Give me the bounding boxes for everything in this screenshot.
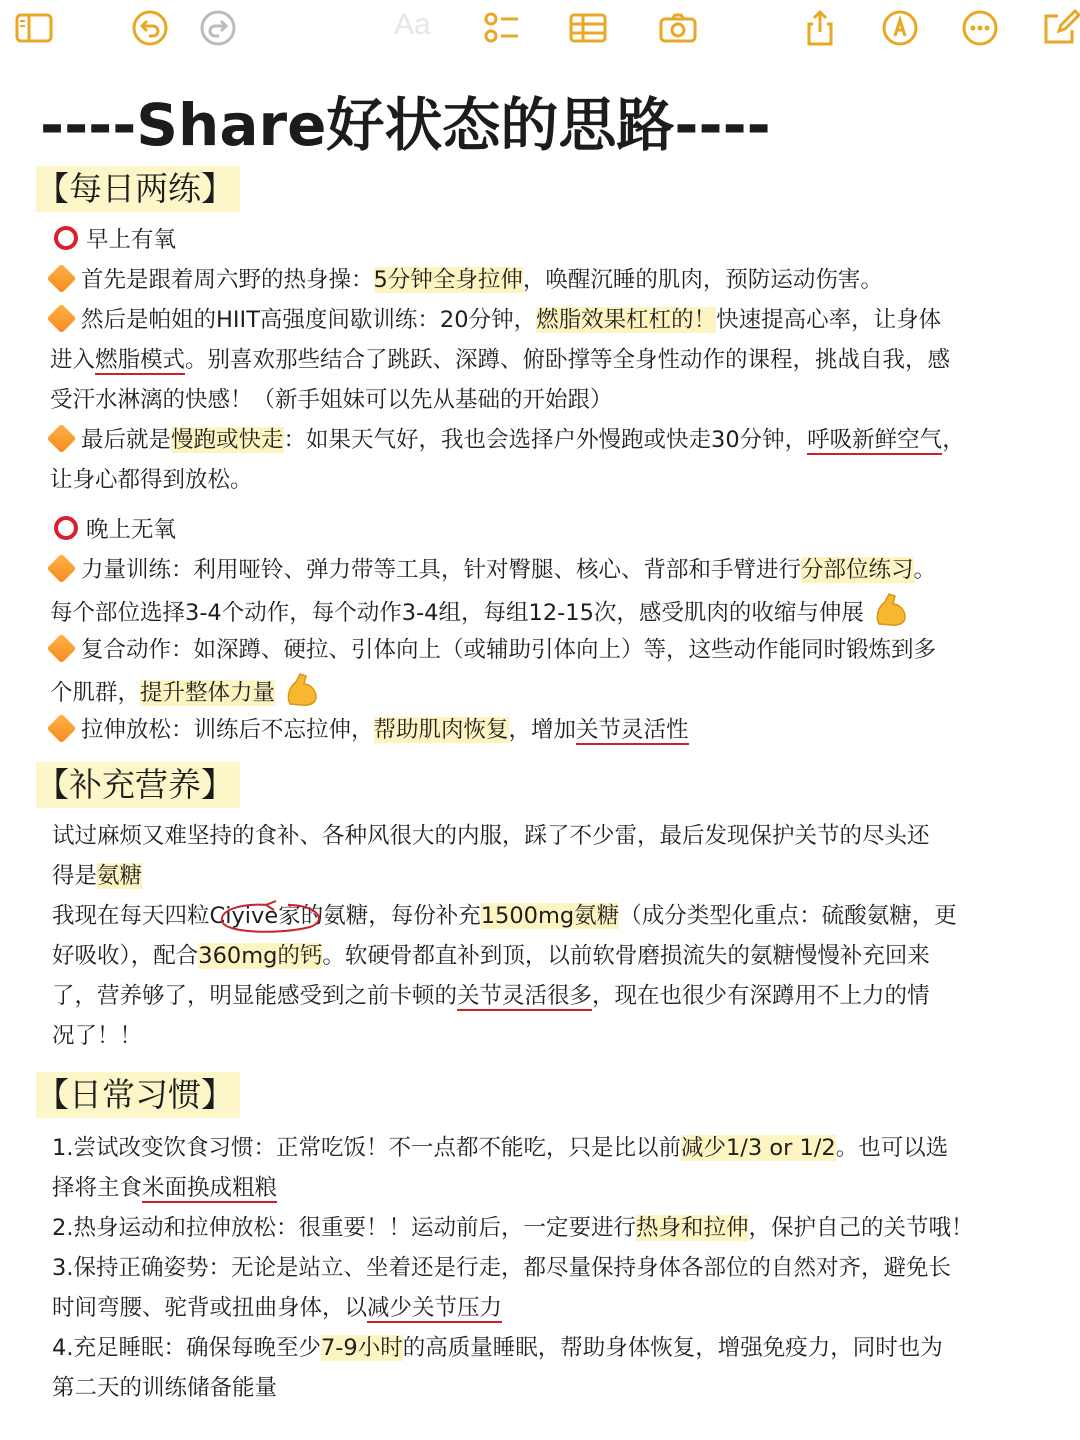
text-format-icon[interactable]: Aa (394, 8, 431, 41)
markup-icon[interactable] (878, 6, 922, 50)
paragraph-line: 让身心都得到放松。 (50, 467, 253, 493)
list-item: 然后是帕姐的HIIT高强度间歇训练：20分钟，燃脂效果杠杠的！快速提高心率，让身体 (45, 300, 941, 340)
orange-diamond-icon (47, 714, 77, 744)
list-item: 复合动作：如深蹲、硬拉、引体向上（或辅助引体向上）等，这些动作能同时锻炼到多 (45, 630, 936, 670)
undo-icon[interactable] (128, 6, 172, 50)
flexed-biceps-icon (282, 670, 322, 710)
list-item: 2.热身运动和拉伸放松：很重要！！运动前后，一定要进行热身和拉伸，保护自己的关节哦！ (52, 1215, 974, 1241)
paragraph-line: 得是氨糖 (52, 863, 143, 889)
circle-icon (54, 226, 78, 250)
orange-diamond-icon (47, 424, 77, 454)
flexed-biceps-icon (871, 590, 911, 630)
paragraph-line: 个肌群，提升整体力量 (50, 670, 322, 713)
camera-icon[interactable] (656, 6, 700, 50)
paragraph-line: 我现在每天四粒Ciyive家的氨糖，每份补充1500mg氨糖（成分类型化重点：硫酸氨糖，更 (52, 903, 957, 929)
list-item: 首先是跟着周六野的热身操：5分钟全身拉伸，唤醒沉睡的肌肉，预防运动伤害。 (45, 260, 883, 300)
evening-heading: 晚上无氧 (50, 510, 176, 550)
table-icon[interactable] (566, 6, 610, 50)
sidebar-icon[interactable] (12, 6, 56, 50)
brand-name: Ciyive家 (209, 903, 301, 929)
list-item: 4.充足睡眠：确保每晚至少7-9小时的高质量睡眠，帮助身体恢复，增强免疫力，同时也为 (52, 1335, 943, 1361)
circle-icon (54, 516, 78, 540)
paragraph-line: 了，营养够了，明显能感受到之前卡顿的关节灵活很多，现在也很少有深蹲用不上力的情 (52, 983, 930, 1009)
paragraph-line: 试过麻烦又难坚持的食补、各种风很大的内服，踩了不少雷，最后发现保护关节的尽头还 (52, 823, 930, 849)
list-item: 3.保持正确姿势：无论是站立、坐着还是行走，都尽量保持身体各部位的自然对齐，避免长 (52, 1255, 951, 1281)
notes-toolbar (0, 0, 1080, 56)
orange-diamond-icon (47, 634, 77, 664)
paragraph-line: 况了！！ (52, 1023, 143, 1049)
orange-diamond-icon (47, 554, 77, 584)
compose-icon[interactable] (1040, 6, 1080, 50)
paragraph-line: 第二天的训练储备能量 (52, 1375, 278, 1401)
list-item: 最后就是慢跑或快走：如果天气好，我也会选择户外慢跑或快走30分钟，呼吸新鲜空气， (45, 420, 965, 460)
section-heading-daily: 【每日两练】 (36, 166, 240, 212)
list-item: 拉伸放松：训练后不忘拉伸，帮助肌肉恢复，增加关节灵活性 (45, 710, 689, 750)
checklist-icon[interactable] (480, 6, 524, 50)
list-item: 力量训练：利用哑铃、弹力带等工具，针对臀腿、核心、背部和手臂进行分部位练习。 (45, 550, 936, 590)
paragraph-line: 进入燃脂模式。别喜欢那些结合了跳跃、深蹲、俯卧撑等全身性动作的课程，挑战自我，感 (50, 347, 951, 373)
orange-diamond-icon (47, 264, 77, 294)
section-heading-nutrition: 【补充营养】 (36, 762, 240, 808)
morning-heading: 早上有氧 (50, 220, 176, 260)
paragraph-line: 受汗水淋漓的快感！（新手姐妹可以先从基础的开始跟） (50, 387, 613, 413)
paragraph-line: 好吸收），配合360mg的钙。软硬骨都直补到顶，以前软骨磨损流失的氨糖慢慢补充回来 (52, 943, 930, 969)
redo-icon[interactable] (196, 6, 240, 50)
section-heading-habits: 【日常习惯】 (36, 1072, 240, 1118)
note-title: ----Share好状态的思路---- (40, 91, 771, 159)
paragraph-line: 每个部位选择3-4个动作，每个动作3-4组，每组12-15次，感受肌肉的收缩与伸展 (50, 590, 911, 633)
paragraph-line: 时间弯腰、驼背或扭曲身体，以减少关节压力 (52, 1295, 503, 1321)
share-icon[interactable] (798, 6, 842, 50)
list-item: 1.尝试改变饮食习惯：正常吃饭！不一点都不能吃，只是比以前减少1/3 or 1/2。也可以选 (52, 1135, 949, 1161)
more-icon[interactable] (958, 6, 1002, 50)
paragraph-line: 择将主食米面换成粗粮 (52, 1175, 278, 1201)
orange-diamond-icon (47, 304, 77, 334)
